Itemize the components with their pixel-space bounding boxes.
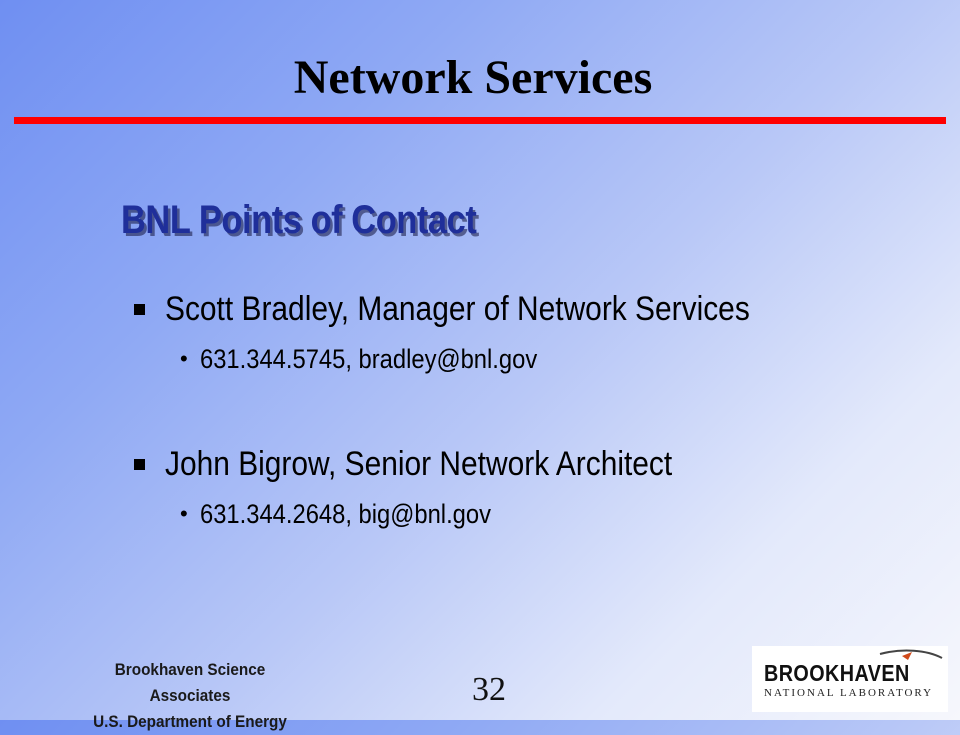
slide-title: Network Services (293, 51, 653, 104)
footer-organization (73, 657, 307, 735)
dot-bullet-icon: • (180, 346, 188, 371)
contact-item-2 (134, 444, 741, 484)
contact-detail-line: 631.344.5745, bradley@bnl.gov (199, 344, 537, 374)
footer-org-line-1: Brookhaven Science Associates (114, 660, 266, 705)
contact-item-1 (134, 289, 830, 329)
contact-name-line: John Bigrow, Senior Network Architect (165, 445, 673, 483)
contact-detail-1 (180, 343, 583, 375)
title-divider (14, 117, 946, 124)
logo-wordmark: BROOKHAVEN (764, 660, 910, 686)
contact-detail-2 (180, 498, 530, 530)
contact-name-line: Scott Bradley, Manager of Network Services (165, 290, 750, 328)
footer-org-line-2: U.S. Department of Energy (93, 712, 287, 731)
page-number: 32 (472, 671, 506, 708)
square-bullet-icon (134, 304, 145, 315)
section-heading: BNL Points of Contact (121, 198, 477, 242)
brookhaven-logo (752, 646, 948, 712)
dot-bullet-icon: • (180, 501, 188, 526)
logo-subline: NATIONAL LABORATORY (764, 687, 934, 699)
contact-detail-line: 631.344.2648, big@bnl.gov (199, 499, 491, 529)
square-bullet-icon (134, 459, 145, 470)
